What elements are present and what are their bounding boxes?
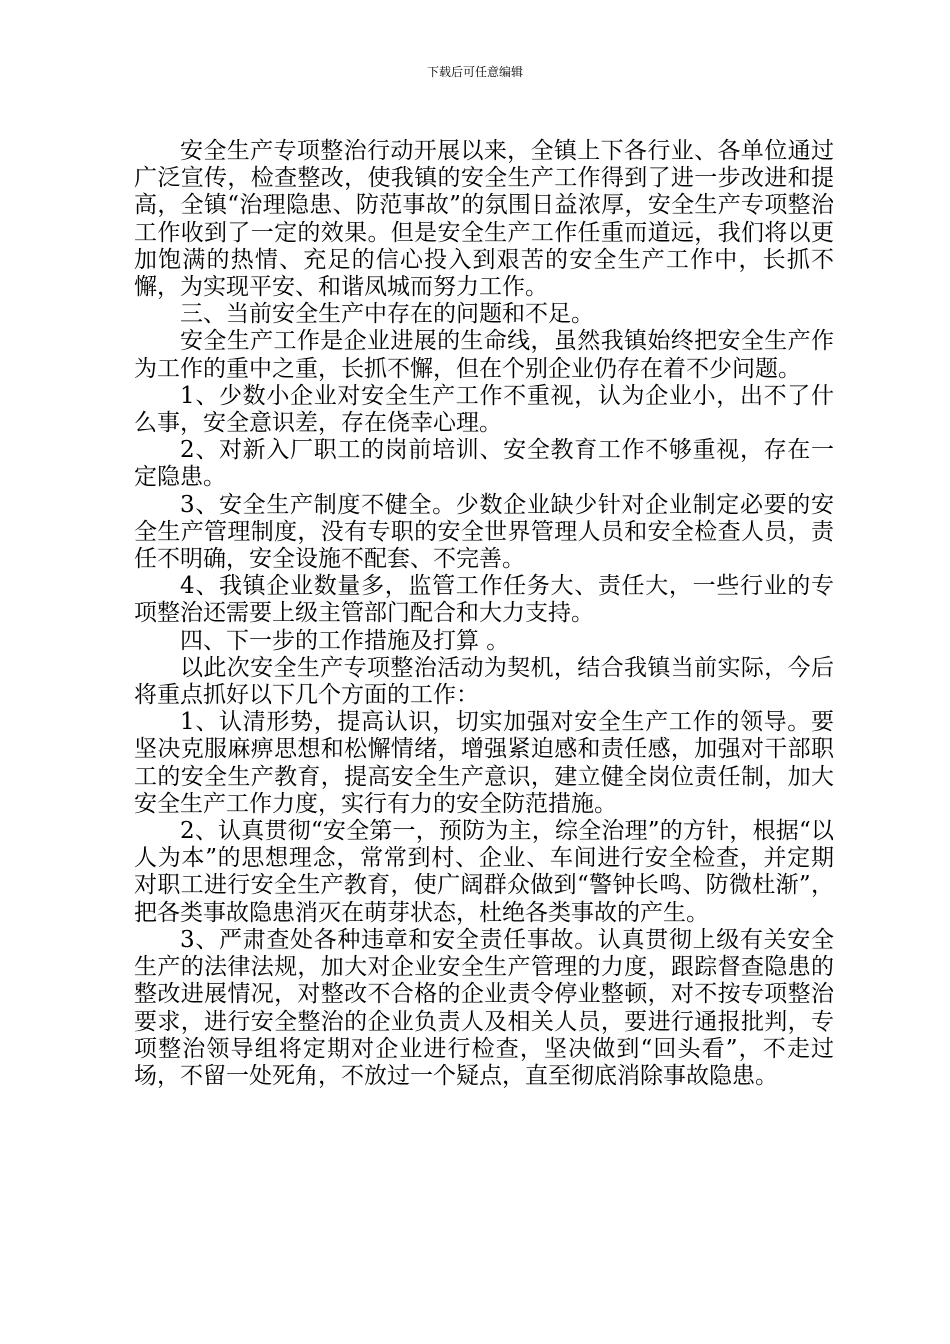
paragraph-measure-1: 1、认清形势，提高认识，切实加强对安全生产工作的领导。要坚决克服麻痹思想和松懈情绪，增强紧迫感和责任感，加强对干部职工的安全生产教育，提高安全生产意识，建立健全岗位责任制，加大安全生产工作力度，实行有力的安全防范措施。: [134, 709, 834, 817]
paragraph-problem-4: 4、我镇企业数量多，监管工作任务大、责任大，一些行业的专项整治还需要上级主管部门配合和大力支持。: [134, 573, 834, 627]
section-heading-problems: 三、当前安全生产中存在的问题和不足。: [180, 301, 594, 328]
paragraph-measure-3: 3、严肃查处各种违章和安全责任事故。认真贯彻上级有关安全生产的法律法规，加大对企业安全生产管理的力度，跟踪督查隐患的整改进展情况，对整改不合格的企业责令停业整顿，对不按专项整治要求，进行安全整治的企业负责人及相关人员，要进行通报批判，专项整治领导组将定期对企业进行检查，坚决做到“回头看”，不走过场，不留一处死角，不放过一个疑点，直至彻底消除事故隐患。: [134, 926, 834, 1089]
section-heading-next-steps: 四、下一步的工作措施及打算 。: [180, 627, 510, 654]
paragraph-intro-summary: 安全生产专项整治行动开展以来，全镇上下各行业、各单位通过广泛宣传，检查整改，使我镇的安全生产工作得到了进一步改进和提高，全镇“治理隐患、防范事故”的氛围日益浓厚，安全生产专项整治工作收到了一定的效果。但是安全生产工作任重而道远，我们将以更加饱满的热情、充足的信心投入到艰苦的安全生产工作中，长抓不懈，为实现平安、和谐凤城而努力工作。: [134, 138, 834, 301]
paragraph-measure-2: 2、认真贯彻“安全第一，预防为主，综全治理”的方针，根据“以人为本”的思想理念，常常到村、企业、车间进行安全检查，并定期对职工进行安全生产教育，使广阔群众做到“警钟长鸣、防微杜渐”，把各类事故隐患消灭在萌芽状态，杜绝各类事故的产生。: [134, 818, 834, 926]
paragraph-next-steps-intro: 以此次安全生产专项整治活动为契机，结合我镇当前实际，今后将重点抓好以下几个方面的工作：: [134, 654, 834, 709]
paragraph-problems-intro: 安全生产工作是企业进展的生命线，虽然我镇始终把安全生产作为工作的重中之重，长抓不懈，但在个别企业仍存在着不少问题。: [134, 328, 834, 382]
paragraph-problem-3: 3、安全生产制度不健全。少数企业缺少针对企业制定必要的安全生产管理制度，没有专职的安全世界管理人员和安全检查人员，责任不明确，安全设施不配套、不完善。: [134, 491, 834, 573]
document-body: [134, 138, 834, 1090]
paragraph-problem-2: 2、对新入厂职工的岗前培训、安全教育工作不够重视，存在一定隐患。: [134, 437, 834, 491]
paragraph-problem-1: 1、少数小企业对安全生产工作不重视，认为企业小，出不了什么事，安全意识差，存在侥幸心理。: [134, 382, 834, 437]
page-header: 下载后可任意编辑: [426, 65, 523, 79]
